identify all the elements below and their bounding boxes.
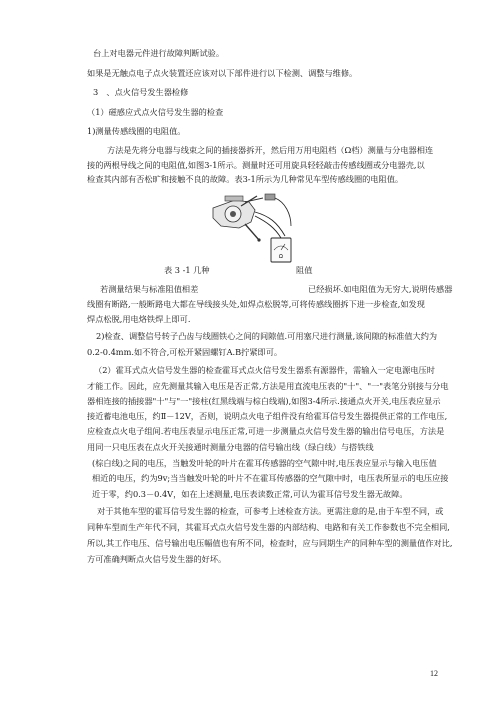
text-line: 3 、点火信号发生器检修 (93, 87, 189, 97)
text-line: 同种车型而生产年代不同，其霍耳式点火信号发生器的内部结构、电路和有关工作参数也不完全相同, (87, 522, 450, 532)
figure-multimeter-measurement (205, 192, 305, 264)
text-line: 方可准确判断点火信号发生器的好坏。 (87, 554, 227, 564)
text-line: （1）磁感应式点火信号发生器的检查 (87, 107, 224, 117)
text-line: 如果是无触点电子点火装置还应该对以下部件进行以下检测、调整与维修。 (87, 68, 358, 78)
text-line: 表 3 -1 几种 (164, 265, 210, 275)
text-line: 若测量结果与标准阻值相差 (100, 284, 199, 294)
text-line: 检查其内部有否松旷和接触不良的故障。表3-1所示为几种常见车型传感线圈的电阻值。 (87, 174, 404, 184)
text-line: 近于零，约0.3－0.4V，如在上述测量,电压表读数正常,可认为霍耳信号发生器无故障。 (92, 489, 408, 499)
text-line: （2）霍耳式点火信号发生器的检查霍耳式点火信号发生器系有源器件，需输入一定电源电压时 (94, 365, 435, 375)
text-line: 用同一只电压表在点火开关接通时测量分电器的信号输出线（绿白线）与搭铁线 (87, 442, 374, 452)
multimeter-diagram (205, 192, 305, 264)
page-number: 12 (430, 669, 438, 678)
text-line: 阻值 (296, 265, 313, 275)
text-line: 器相连接的插接器"十"与"一"接柱(红黑线端与棕白线端),如图3-4所示.接通点火开关,电压表应显示 (87, 396, 441, 406)
text-line: 线圈有断路,一般断路电大都在导线接头处,如焊点松脱等,可将传感线圈拆下进一步检查,如发现 (87, 299, 425, 309)
ohm-label: Ω (279, 254, 283, 260)
text-line: 2)检查、调整信号转子凸齿与线圈铁心之间的间隙值.可用塞尺进行测量,该间隙的标准值大约为 (96, 331, 438, 341)
text-line: 已经损坏.如电阻值为无穷大,说明传感器 (308, 284, 453, 294)
text-line: 0.2-0.4mm.如不符合,可松开紧固螺钉A.B拧紧即可。 (87, 347, 283, 357)
text-line: 才能工作。因此，应先测量其输入电压是否正常,方法是用直流电压表的"十"、"一"表笔分别接与分电 (87, 381, 449, 391)
text-line: 1)测量传感线圈的电阻值。 (87, 126, 186, 136)
text-line: 台上对电器元件进行故障判断试验。 (93, 48, 225, 58)
text-line: 方法是先将分电器与线束之间的插接器拆开，然后用万用电阻档（Ω档）测量与分电器相连 (107, 145, 434, 155)
text-line: 应检查点火电子组间.若电压表显示电压正常,可进一步测量点火信号发生器的输出信号电压，方法是 (87, 426, 445, 436)
text-line: (棕白线)之间的电压，当触发叶轮的叶片在霍耳传感器的空气隙中时,电压表应显示与输入电压值 (92, 458, 437, 468)
text-line: 焊点松脱,用电烙铁焊上即可. (87, 314, 191, 324)
text-line: 接近蓄电池电压，约Ⅱ－12V，否则，说明点火电子组件没有给霍耳信号发生器提供正常的工作电压, (87, 411, 448, 421)
text-line: 接的两根导线之间的电阻值,如图3-1所示。测量时还可用旋具轻轻敲击传感线圈或分电器壳,以 (87, 160, 425, 170)
text-line: 对于其他车型的霍耳信号发生器的检查，可参考上述检查方法。更需注意的是,由于车型不同，或 (97, 506, 444, 516)
text-line: 所以,其工作电压、信号输出电压幅值也有所不同，检查时，应与同期生产的同种车型的测量值作对比, (87, 538, 453, 548)
text-line: 相近的电压，约为9v;当当触发叶轮的叶片不在霍耳传感器的空气隙中时，电压表所显示的电压应接 (92, 473, 449, 483)
